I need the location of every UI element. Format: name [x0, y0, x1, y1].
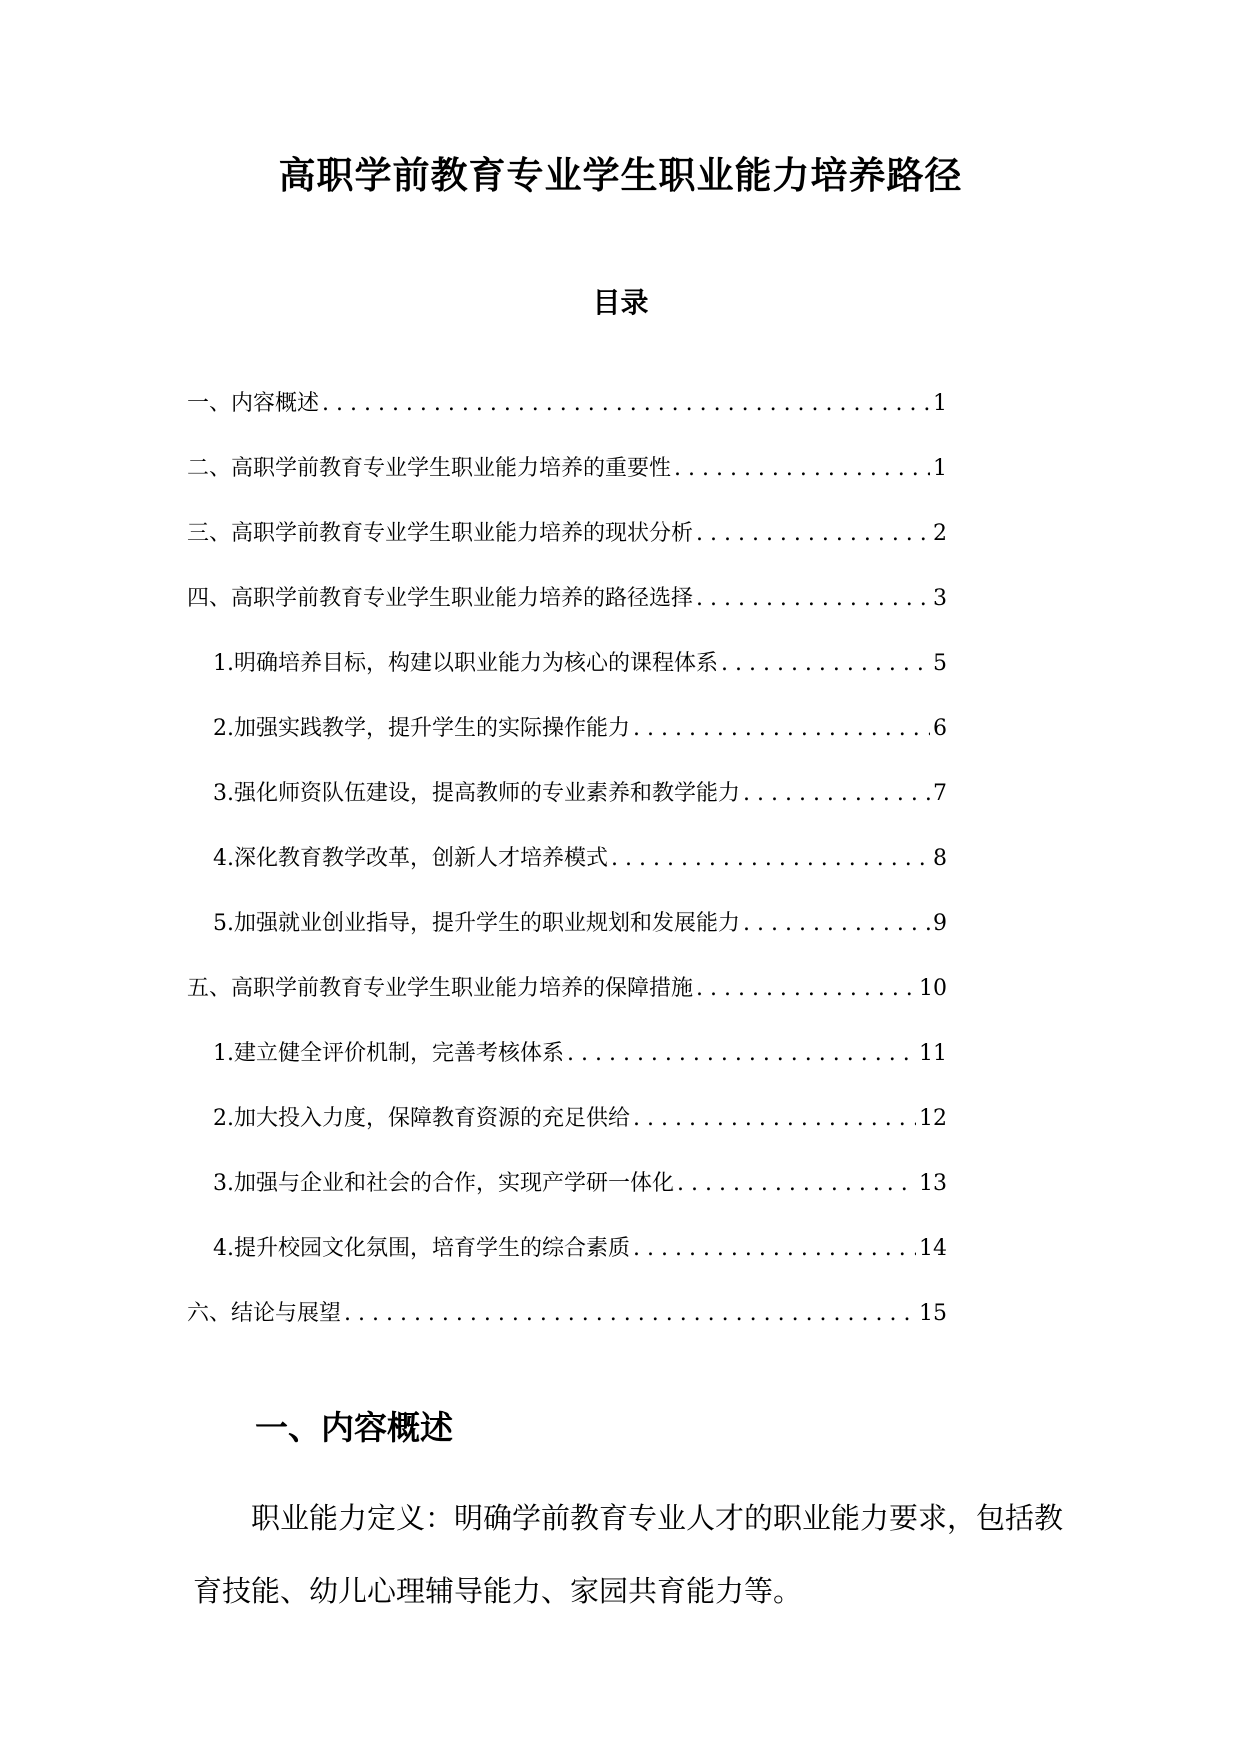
- toc-entry-number: 2.: [213, 716, 234, 741]
- toc-entry-page: 1: [933, 391, 947, 416]
- toc-dot-leader: [677, 1163, 916, 1205]
- body-paragraph: 职业能力定义：明确学前教育专业人才的职业能力要求，包括教育技能、幼儿心理辅导能力、家园共育能力等。: [193, 1501, 1064, 1608]
- toc-entry[interactable]: [187, 578, 947, 643]
- toc-dot-leader: [633, 1228, 916, 1270]
- toc-entry-page: 10: [919, 976, 947, 1001]
- toc-entry-number: 3.: [213, 781, 234, 806]
- toc-entry[interactable]: [187, 513, 947, 578]
- toc-entry-page: 3: [933, 586, 947, 611]
- toc-entry[interactable]: [187, 773, 947, 838]
- toc-dot-leader: [633, 708, 930, 750]
- toc-entry-page: 9: [933, 911, 947, 936]
- toc-dot-leader: [696, 513, 930, 555]
- toc-entry-text: 一、内容概述: [187, 391, 320, 416]
- table-of-contents: [187, 383, 947, 1358]
- toc-entry-number: 1.: [213, 651, 234, 676]
- toc-entry-page: 1: [933, 456, 947, 481]
- toc-entry-text: 加强与企业和社会的合作，实现产学研一体化: [234, 1171, 675, 1196]
- toc-dot-leader: [743, 773, 930, 815]
- toc-entry-text: 六、结论与展望: [187, 1301, 342, 1326]
- toc-dot-leader: [322, 383, 930, 425]
- document-title: 高职学前教育专业学生职业能力培养路径: [278, 153, 963, 197]
- toc-entry-page: 12: [919, 1106, 947, 1131]
- toc-entry-page: 14: [919, 1236, 947, 1261]
- toc-entry[interactable]: [187, 643, 947, 708]
- toc-entry-text: 四、高职学前教育专业学生职业能力培养的路径选择: [187, 586, 694, 611]
- toc-entry-text: 强化师资队伍建设，提高教师的专业素养和教学能力: [234, 781, 741, 806]
- toc-entry-text: 加强实践教学，提升学生的实际操作能力: [234, 716, 631, 741]
- toc-entry-page: 8: [933, 846, 947, 871]
- toc-entry-page: 15: [919, 1301, 947, 1326]
- toc-entry-number: 5.: [213, 911, 234, 936]
- toc-entry[interactable]: [187, 708, 947, 773]
- toc-entry[interactable]: [187, 1163, 947, 1228]
- toc-entry[interactable]: [187, 1228, 947, 1293]
- toc-dot-leader: [674, 448, 930, 490]
- toc-entry-text: 深化教育教学改革，创新人才培养模式: [234, 846, 609, 871]
- toc-entry-number: 2.: [213, 1106, 234, 1131]
- toc-entry-number: 3.: [213, 1171, 234, 1196]
- toc-dot-leader: [633, 1098, 916, 1140]
- toc-dot-leader: [344, 1293, 916, 1335]
- toc-entry-text: 提升校园文化氛围，培育学生的综合素质: [234, 1236, 631, 1261]
- toc-entry-page: 2: [933, 521, 947, 546]
- toc-dot-leader: [743, 903, 930, 945]
- toc-entry-page: 6: [933, 716, 947, 741]
- toc-entry[interactable]: [187, 1033, 947, 1098]
- toc-dot-leader: [567, 1033, 916, 1075]
- toc-entry-number: 1.: [213, 1041, 234, 1066]
- toc-entry-page: 7: [933, 781, 947, 806]
- toc-entry-text: 加强就业创业指导，提升学生的职业规划和发展能力: [234, 911, 741, 936]
- toc-entry[interactable]: [187, 383, 947, 448]
- toc-entry-text: 加大投入力度，保障教育资源的充足供给: [234, 1106, 631, 1131]
- toc-heading: 目录: [592, 286, 649, 319]
- toc-dot-leader: [696, 968, 916, 1010]
- toc-entry-number: 4.: [213, 1236, 234, 1261]
- toc-entry[interactable]: [187, 903, 947, 968]
- toc-entry-text: 三、高职学前教育专业学生职业能力培养的现状分析: [187, 521, 694, 546]
- toc-entry-text: 二、高职学前教育专业学生职业能力培养的重要性: [187, 456, 672, 481]
- toc-entry-page: 5: [933, 651, 947, 676]
- toc-entry-text: 五、高职学前教育专业学生职业能力培养的保障措施: [187, 976, 694, 1001]
- toc-entry[interactable]: [187, 968, 947, 1033]
- toc-entry-text: 建立健全评价机制，完善考核体系: [234, 1041, 565, 1066]
- toc-entry[interactable]: [187, 1098, 947, 1163]
- toc-entry-page: 11: [919, 1041, 947, 1066]
- toc-entry-number: 4.: [213, 846, 234, 871]
- toc-entry[interactable]: [187, 1293, 947, 1358]
- toc-entry-page: 13: [919, 1171, 947, 1196]
- toc-dot-leader: [721, 643, 930, 685]
- toc-entry-text: 明确培养目标，构建以职业能力为核心的课程体系: [234, 651, 719, 676]
- toc-dot-leader: [611, 838, 930, 880]
- section-heading: 一、内容概述: [255, 1408, 453, 1447]
- toc-dot-leader: [696, 578, 930, 620]
- toc-entry[interactable]: [187, 448, 947, 513]
- toc-entry[interactable]: [187, 838, 947, 903]
